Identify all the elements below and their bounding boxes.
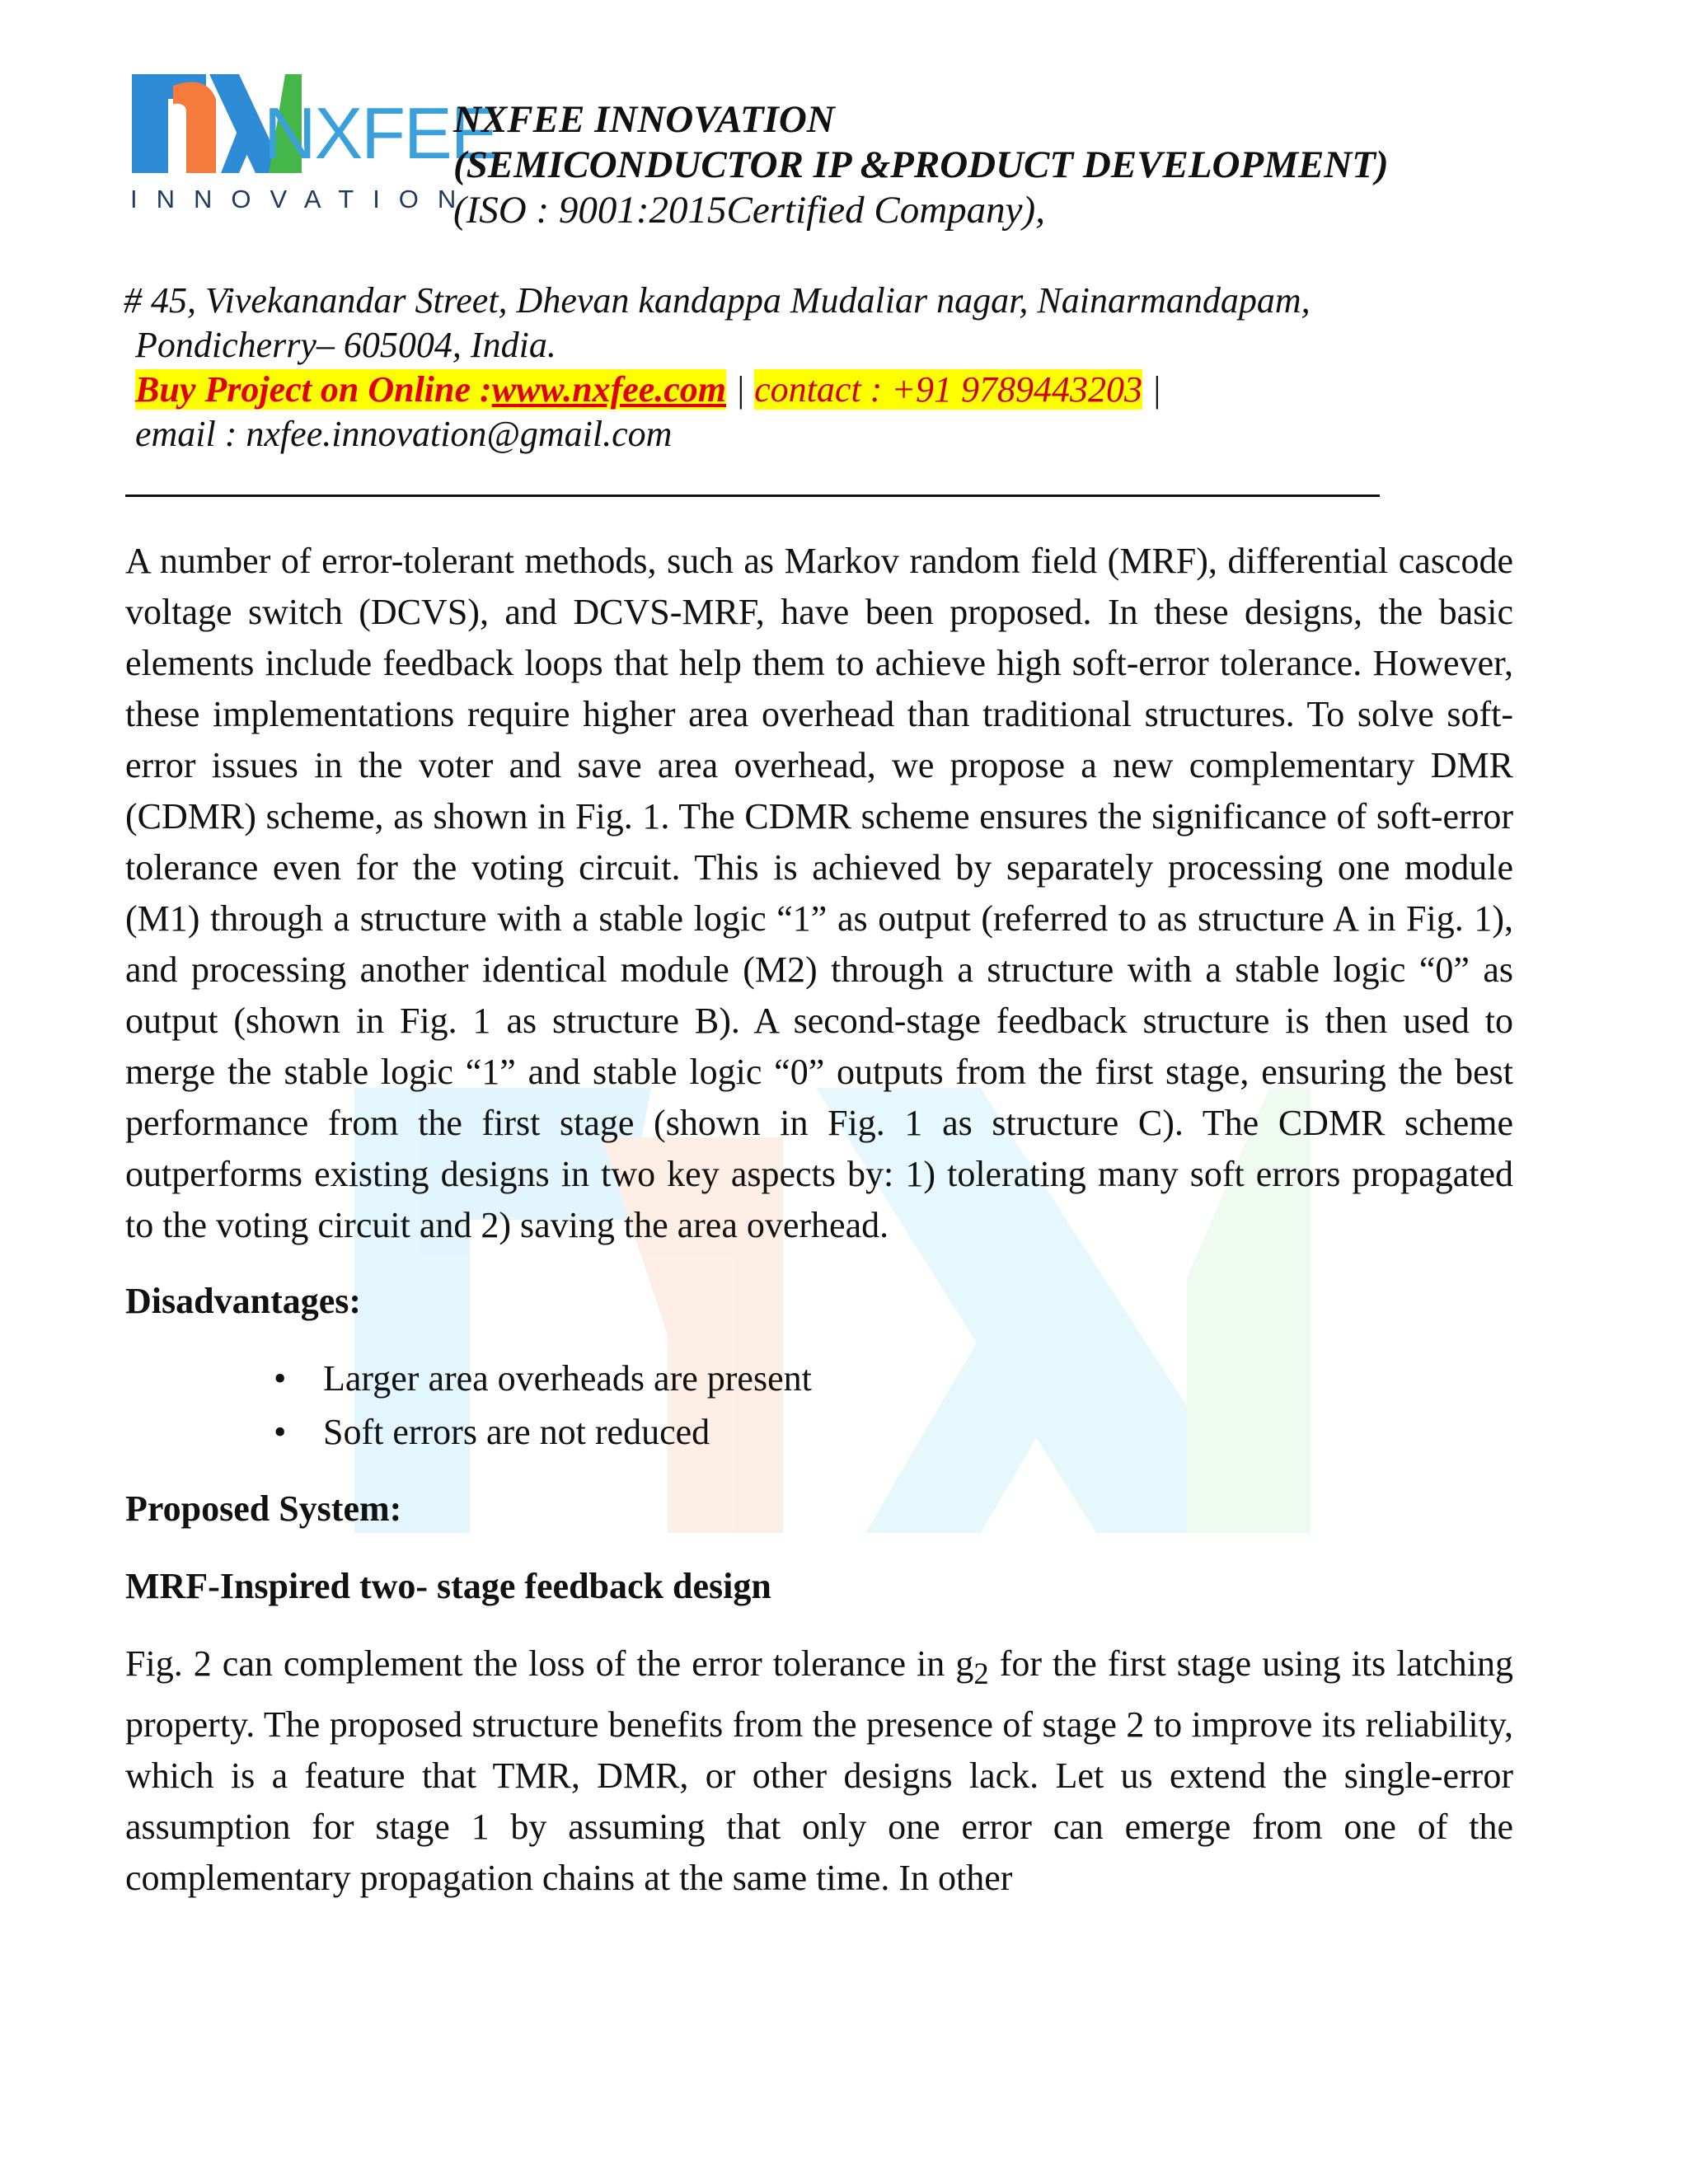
bullet-icon: •	[274, 1358, 287, 1399]
company-info	[453, 97, 1389, 233]
address-block	[124, 279, 1591, 457]
separator: |	[726, 369, 755, 410]
subscript: 2	[973, 1656, 989, 1690]
paragraph-fig2	[125, 1638, 1513, 1904]
bullet-icon: •	[274, 1412, 287, 1452]
company-certification: (ISO : 9001:2015Certified Company),	[453, 189, 1045, 232]
address-line-1: # 45, Vivekanandar Street, Dhevan kandappa Mudaliar nagar, Nainarmandapam,	[124, 280, 1311, 321]
heading-proposed-system: Proposed System:	[125, 1488, 402, 1529]
svg-text:NXFEE: NXFEE	[264, 92, 498, 174]
main-content	[125, 536, 1513, 1904]
separator-end: |	[1142, 369, 1162, 410]
address-line-2: Pondicherry– 605004, India.	[135, 325, 556, 365]
list-item-text: Soft errors are not reduced	[323, 1412, 710, 1452]
logo-subtitle: INNOVATION	[130, 185, 476, 213]
disadvantages-list	[125, 1352, 1513, 1459]
heading-disadvantages: Disadvantages:	[125, 1281, 362, 1321]
paragraph-intro: A number of error-tolerant methods, such as Markov random field (MRF), differential cascode voltage switch (DCVS), and DCVS-MRF, have been proposed. In these designs, the basic elements include feedback loops that help them to achieve high soft-error tolerance. However, these implementations require higher area overhead than traditional structures. To solve soft-error issues in the voter and save area overhead, we propose a new complementary DMR (CDMR) scheme, as shown in Fig. 1. The CDMR scheme ensures the significance of soft-error tolerance even for the voting circuit. This is achieved by separately processing one module (M1) through a structure with a stable logic “1” as output (referred to as structure A in Fig. 1), and processing another identical module (M2) through a structure with a stable logic “0” as output (shown in Fig. 1 as structure B). A second-stage feedback structure is then used to merge the stable logic “1” and stable logic “0” outputs from the first stage, ensuring the best performance from the first stage (shown in Fig. 1 as structure C). The CDMR scheme outperforms existing designs in two key aspects by: 1) tolerating many soft errors propagated to the voting circuit and 2) saving the area overhead.	[125, 541, 1513, 1245]
contact-line	[124, 368, 1591, 412]
list-item-text: Larger area overheads are present	[323, 1358, 812, 1399]
header-divider	[125, 494, 1380, 497]
company-tagline: (SEMICONDUCTOR IP &PRODUCT DEVELOPMENT)	[453, 143, 1389, 186]
list-item	[274, 1405, 1513, 1459]
list-item	[274, 1352, 1513, 1405]
company-name: NXFEE INNOVATION	[453, 98, 835, 141]
contact-phone: contact : +91 9789443203	[754, 369, 1143, 410]
paragraph-fig2-start: Fig. 2 can complement the loss of the error tolerance in g	[125, 1643, 974, 1684]
website-link[interactable]: www.nxfee.com	[491, 369, 727, 410]
email-line: email : nxfee.innovation@gmail.com	[135, 414, 673, 454]
heading-mrf-design: MRF-Inspired two- stage feedback design	[125, 1566, 771, 1606]
buy-label: Buy Project on Online :	[135, 369, 492, 410]
paragraph-fig2-rest: for the first stage using its latching property. The proposed structure benefits from the presence of stage 2 to improve its reliability, which is a feature that TMR, DMR, or other designs lack. Let us extend the single-error assumption for stage 1 by assuming that only one error can emerge from one of the complementary propagation chains at the same time. In other	[125, 1643, 1513, 1898]
